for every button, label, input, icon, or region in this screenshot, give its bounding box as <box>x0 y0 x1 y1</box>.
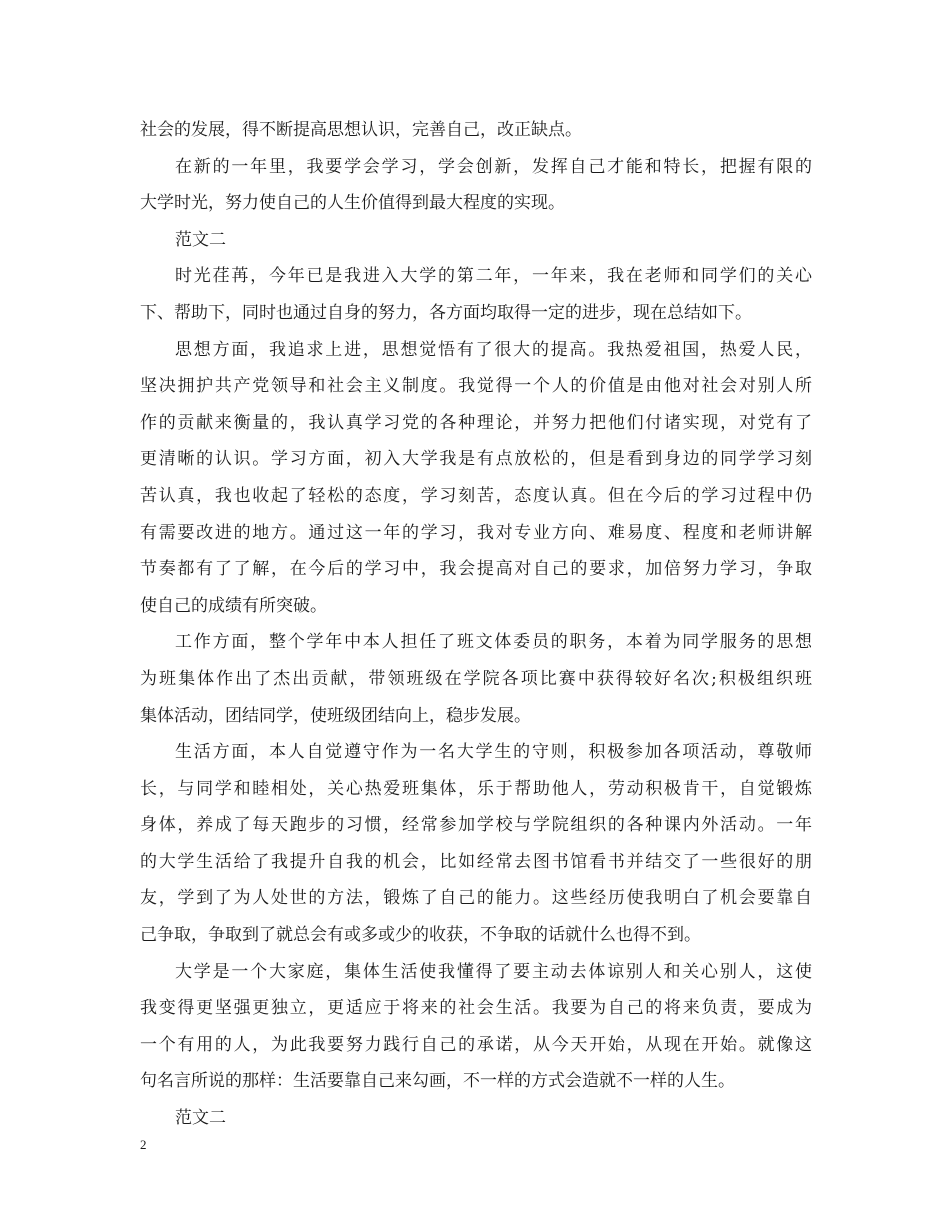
text-line: 苦认真，我也收起了轻松的态度，学习刻苦，态度认真。但在今后的学习过程中仍 <box>140 485 812 506</box>
text-line: 大学时光，努力使自己的人生价值得到最大程度的实现。 <box>140 193 565 214</box>
text-line: 己争取，争取到了就总会有或多或少的收获，不争取的话就什么也得不到。 <box>140 925 701 946</box>
text-line: 集体活动，团结同学，使班级团结向上，稳步发展。 <box>140 705 531 726</box>
text-line: 思想方面，我追求上进，思想觉悟有了很大的提高。我热爱祖国，热爱人民， <box>175 339 812 360</box>
text-line: 坚决拥护共产党领导和社会主义制度。我觉得一个人的价值是由他对社会对别人所 <box>140 376 812 397</box>
text-line: 为班集体作出了杰出贡献，带领班级在学院各项比赛中获得较好名次;积极组织班 <box>140 668 812 689</box>
text-line: 时光荏苒，今年已是我进入大学的第二年，一年来，我在老师和同学们的关心 <box>175 266 812 287</box>
text-line: 长，与同学和睦相处，关心热爱班集体，乐于帮助他人，劳动积极肯干，自觉锻炼 <box>140 778 812 799</box>
text-line: 有需要改进的地方。通过这一年的学习，我对专业方向、难易度、程度和老师讲解 <box>140 522 812 543</box>
page-number: 2 <box>140 1137 147 1152</box>
text-line: 友，学到了为人处世的方法，锻炼了自己的能力。这些经历使我明白了机会要靠自 <box>140 888 812 909</box>
text-line: 身体，养成了每天跑步的习惯，经常参加学校与学院组织的各种课内外活动。一年 <box>140 815 812 836</box>
text-line: 社会的发展，得不断提高思想认识，完善自己，改正缺点。 <box>140 120 582 140</box>
text-line: 节奏都有了了解，在今后的学习中，我会提高对自己的要求，加倍努力学习，争取 <box>140 559 812 580</box>
text-line: 范文二 <box>175 229 226 250</box>
text-line: 一个有用的人，为此我要努力践行自己的承诺，从今天开始，从现在开始。就像这 <box>140 1034 812 1055</box>
text-line: 范文二 <box>175 1108 226 1129</box>
text-line: 使自己的成绩有所突破。 <box>140 595 327 616</box>
body-text <box>140 112 812 1137</box>
text-line: 我变得更坚强更独立，更适应于将来的社会生活。我要为自己的将来负责，要成为 <box>140 998 812 1019</box>
text-line: 生活方面，本人自觉遵守作为一名大学生的守则，积极参加各项活动，尊敬师 <box>175 742 812 763</box>
text-line: 作的贡献来衡量的，我认真学习党的各种理论，并努力把他们付诸实现，对党有了 <box>140 412 812 433</box>
text-line: 下、帮助下，同时也通过自身的努力，各方面均取得一定的进步，现在总结如下。 <box>140 302 752 323</box>
text-line: 在新的一年里，我要学会学习，学会创新，发挥自己才能和特长，把握有限的 <box>175 156 812 177</box>
text-line: 句名言所说的那样：生活要靠自己来勾画，不一样的方式会造就不一样的人生。 <box>140 1071 735 1092</box>
text-line: 大学是一个大家庭，集体生活使我懂得了要主动去体谅别人和关心别人，这使 <box>175 961 812 982</box>
text-line: 更清晰的认识。学习方面，初入大学我是有点放松的，但是看到身边的同学学习刻 <box>140 449 812 470</box>
text-line: 的大学生活给了我提升自我的机会，比如经常去图书馆看书并结交了一些很好的朋 <box>140 851 812 872</box>
text-line: 工作方面，整个学年中本人担任了班文体委员的职务，本着为同学服务的思想 <box>175 632 812 653</box>
